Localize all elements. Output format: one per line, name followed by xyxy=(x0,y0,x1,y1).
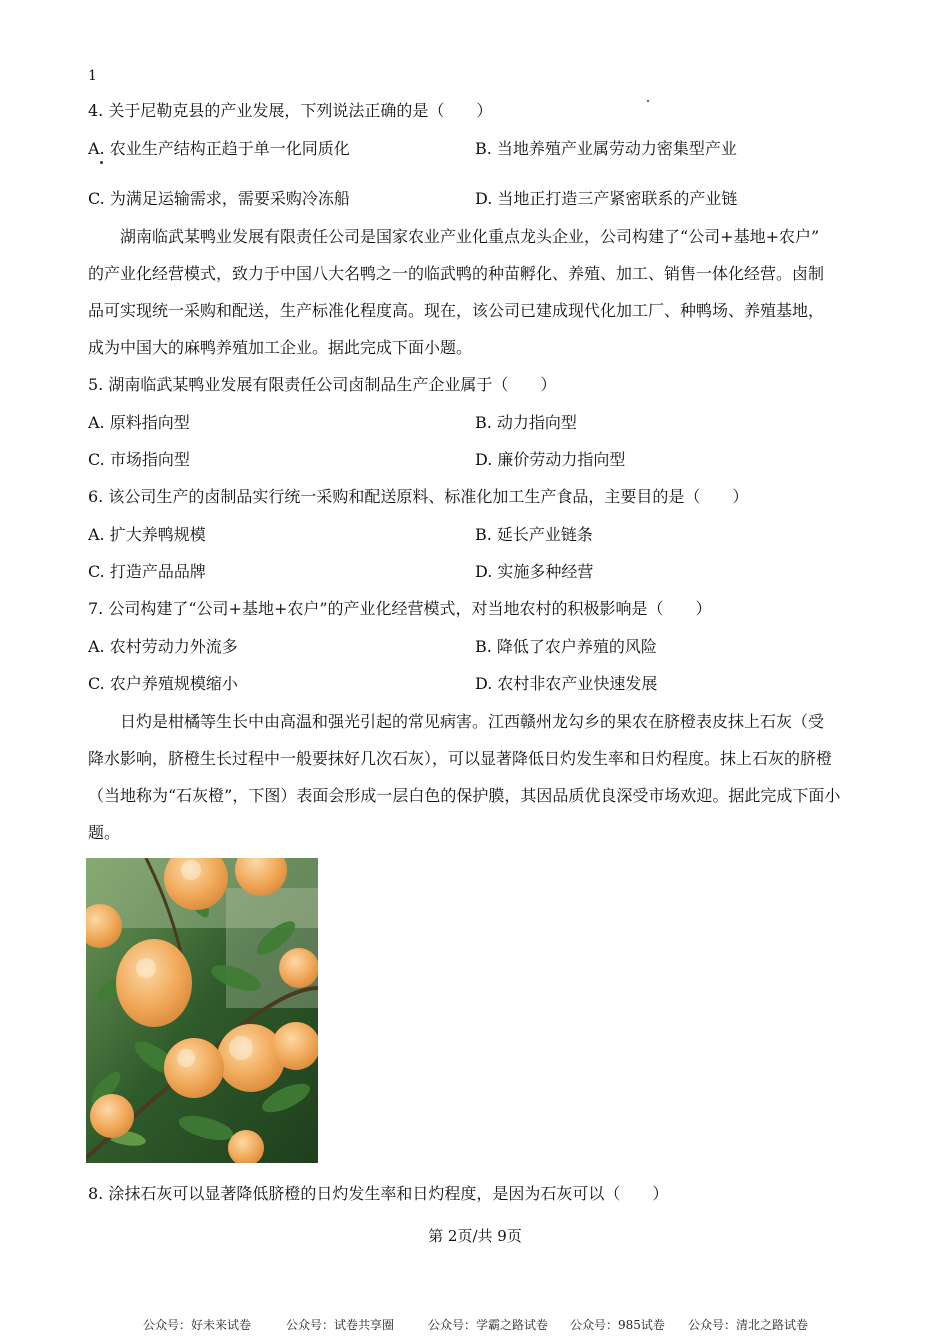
q7-option-a: A. 农村劳动力外流多 xyxy=(88,637,238,656)
q7-option-d: D. 农村非农产业快速发展 xyxy=(475,674,658,693)
passage-2-line-2: 降水影响，脐橙生长过程中一般要抹好几次石灰），可以显著降低日灼发生率和日灼程度。抹上石灰的脐橙 xyxy=(88,749,833,768)
passage-1-line-2: 的产业化经营模式，致力于中国八大名鸭之一的临武鸭的种苗孵化、养殖、加工、销售一体化经营。卤制 xyxy=(88,264,825,283)
stray-dot xyxy=(100,161,103,164)
orange-tree-illustration xyxy=(86,858,318,1163)
q6-option-a: A. 扩大养鸭规模 xyxy=(88,525,206,544)
stray-dot xyxy=(647,100,649,102)
question-7-stem: 7. 公司构建了“公司+基地+农户”的产业化经营模式，对当地农村的积极影响是（ ） xyxy=(88,599,712,618)
q4-option-a: A. 农业生产结构正趋于单一化同质化 xyxy=(88,139,350,158)
passage-2-line-1: 日灼是柑橘等生长中由高温和强光引起的常见病害。江西赣州龙勾乡的果农在脐橙表皮抹上石灰（受 xyxy=(120,712,825,731)
q5-option-d: D. 廉价劳动力指向型 xyxy=(475,450,626,469)
question-5-stem: 5. 湖南临武某鸭业发展有限责任公司卤制品生产企业属于（ ） xyxy=(88,375,557,394)
question-4-stem: 4. 关于尼勒克县的产业发展，下列说法正确的是（ ） xyxy=(88,101,493,120)
q5-option-c: C. 市场指向型 xyxy=(88,450,190,469)
q6-option-c: C. 打造产品品牌 xyxy=(88,562,206,581)
q4-option-d: D. 当地正打造三产紧密联系的产业链 xyxy=(475,189,738,208)
footer-item-2: 公众号：试卷共享圈 xyxy=(286,1318,395,1332)
question-8-stem: 8. 涂抹石灰可以显著降低脐橙的日灼发生率和日灼程度，是因为石灰可以（ ） xyxy=(88,1184,669,1203)
passage-2-line-4: 题。 xyxy=(88,823,121,842)
footer-item-1: 公众号：好未来试卷 xyxy=(143,1318,252,1332)
passage-2-line-3: （当地称为“石灰橙”，下图）表面会形成一层白色的保护膜，其因品质优良深受市场欢迎。据此完成下面小 xyxy=(88,786,841,805)
passage-1-line-4: 成为中国大的麻鸭养殖加工企业。据此完成下面小题。 xyxy=(88,338,473,357)
footer-item-5: 公众号：清北之路试卷 xyxy=(688,1318,809,1332)
footer-item-3: 公众号：学霸之路试卷 xyxy=(428,1318,549,1332)
question-6-stem: 6. 该公司生产的卤制品实行统一采购和配送原料、标准化加工生产食品，主要目的是（ ） xyxy=(88,487,749,506)
q4-option-b: B. 当地养殖产业属劳动力密集型产业 xyxy=(475,139,737,158)
q4-option-c: C. 为满足运输需求，需要采购冷冻船 xyxy=(88,189,350,208)
q7-option-b: B. 降低了农户养殖的风险 xyxy=(475,637,657,656)
page-number: 第 2页/共 9页 xyxy=(428,1227,522,1245)
q7-option-c: C. 农户养殖规模缩小 xyxy=(88,674,238,693)
q6-option-b: B. 延长产业链条 xyxy=(475,525,593,544)
passage-1-line-3: 品可实现统一采购和配送，生产标准化程度高。现在，该公司已建成现代化加工厂、种鸭场、养殖基地， xyxy=(88,301,825,320)
q5-option-b: B. 动力指向型 xyxy=(475,413,577,432)
passage-1-line-1: 湖南临武某鸭业发展有限责任公司是国家农业产业化重点龙头企业，公司构建了“公司+基地+农户” xyxy=(120,227,820,246)
footer-item-4: 公众号：985试卷 xyxy=(570,1318,665,1332)
q5-option-a: A. 原料指向型 xyxy=(88,413,190,432)
lime-orange-photo xyxy=(86,858,318,1163)
page-marker: 1 xyxy=(88,68,97,84)
q6-option-d: D. 实施多种经营 xyxy=(475,562,594,581)
